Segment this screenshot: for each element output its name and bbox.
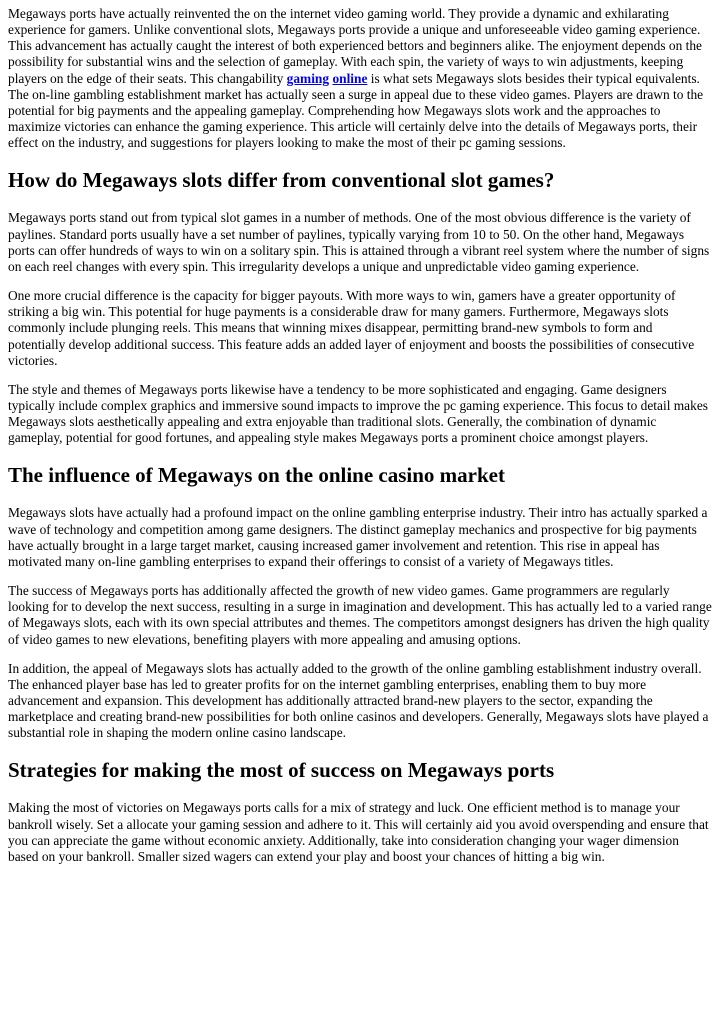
paragraph: In addition, the appeal of Megaways slots has actually added to the growth of the online gambling establishment industry overall. The enhanced player base has led to greater profits for on the internet gambling enterprises, enabling them to buy more advancement and expansion. This development has additionally attracted brand-new players to the sector, expanding the marketplace and creating brand-new possibilities for both online casinos and developers. Generally, Megaways slots have played a substantial role in shaping the modern online casino landscape. — [8, 660, 709, 741]
intro-text-after-link: is what sets Megaways slots besides their typical equivalents. The on-line gambling establishment market has actually seen a surge in appeal due to these video games. Players are drawn to the potential for big payments and the appealing gameplay. Comprehending how Megaways slots work and the approaches to maximize victories can enhance the gaming experience. This article will certainly delve into the details of Megaways ports, their effect on the industry, and suggestions for players looking to make the most of their pc gaming sessions. — [8, 70, 704, 151]
paragraph: The success of Megaways ports has additionally affected the growth of new video games. Game programmers are regularly looking for to develop the next success, resulting in a surge in imagination and development. This has actually led to a varied range of Megaways slots, each with its own special attributes and themes. The competitors amongst designers has driven the high quality of video games to new elevations, benefiting players with more appealing and amusing options. — [8, 583, 712, 647]
online-link[interactable]: online — [332, 70, 368, 86]
paragraph: Megaways slots have actually had a profound impact on the online gambling enterprise industry. Their intro has actually sparked a wave of technology and competition among game designers. The distinct gameplay mechanics and prospective for big payments have actually brought in a large target market, causing increased gamer involvement and retention. This rise in appeal has motivated many on-line gambling enterprises to expand their offerings to consist of a variety of Megaways titles. — [8, 505, 708, 569]
paragraph: The style and themes of Megaways ports likewise have a tendency to be more sophisticated and engaging. Game designers typically include complex graphics and immersive sound impacts to improve the pc gaming experience. This focus to detail makes Megaways slots aesthetically appealing and extra enjoyable than traditional slots. Generally, the combination of dynamic gameplay, potential for good fortunes, and appealing style makes Megaways ports a prominent choice amongst players. — [8, 381, 708, 446]
intro-paragraph — [8, 6, 712, 151]
paragraph: One more crucial difference is the capacity for bigger payouts. With more ways to win, gamers have a greater opportunity of striking a big win. This potential for huge payments is a considerable draw for many gamers. Furthermore, Megaways slots commonly include plunging reels. This means that winning mixes disappear, permitting brand-new symbols to form and potentially develop additional success. This feature adds an added layer of enjoyment and boosts the possibilities of consecutive victories. — [8, 288, 695, 368]
section-heading-differences: How do Megaways slots differ from conventional slot games? — [8, 168, 555, 193]
article — [0, 6, 720, 865]
paragraph: Making the most of victories on Megaways ports calls for a mix of strategy and luck. One efficient method is to manage your bankroll wisely. Set a allocate your gaming session and adhere to it. This will certainly aid you avoid overspending and ensure that you can appreciate the game without economic anxiety. Additionally, take into consideration changing your wager dimension based on your bankroll. Smaller sized wagers can extend your play and boost your chances of hitting a big win. — [8, 800, 709, 864]
section-heading-influence: The influence of Megaways on the online casino market — [8, 463, 505, 488]
intro-text-before-link: Megaways ports have actually reinvented the on the internet video gaming world. They provide a dynamic and exhilarating experience for gamers. Unlike conventional slots, Megaways ports provide a unique and unforeseeable video gaming experience. This advancement has actually caught the interest of both experienced bettors and beginners alike. The enjoyment depends on the possibility for substantial wins and the selection of gameplay. With each spin, the variety of ways to win adjustments, keeping players on the edge of their seats. This changability — [8, 6, 702, 86]
section-heading-strategies: Strategies for making the most of success on Megaways ports — [8, 758, 555, 783]
gaming-link[interactable]: gaming — [286, 70, 330, 86]
paragraph: Megaways ports stand out from typical slot games in a number of methods. One of the most obvious difference is the variety of paylines. Standard ports usually have a set number of paylines, typically varying from 10 to 50. On the other hand, Megaways ports can offer hundreds of ways to win on a solitary spin. This is attained through a vibrant reel system where the number of signs on each reel changes with every spin. This irregularity develops a unique and unpredictable video gaming experience. — [8, 210, 710, 274]
